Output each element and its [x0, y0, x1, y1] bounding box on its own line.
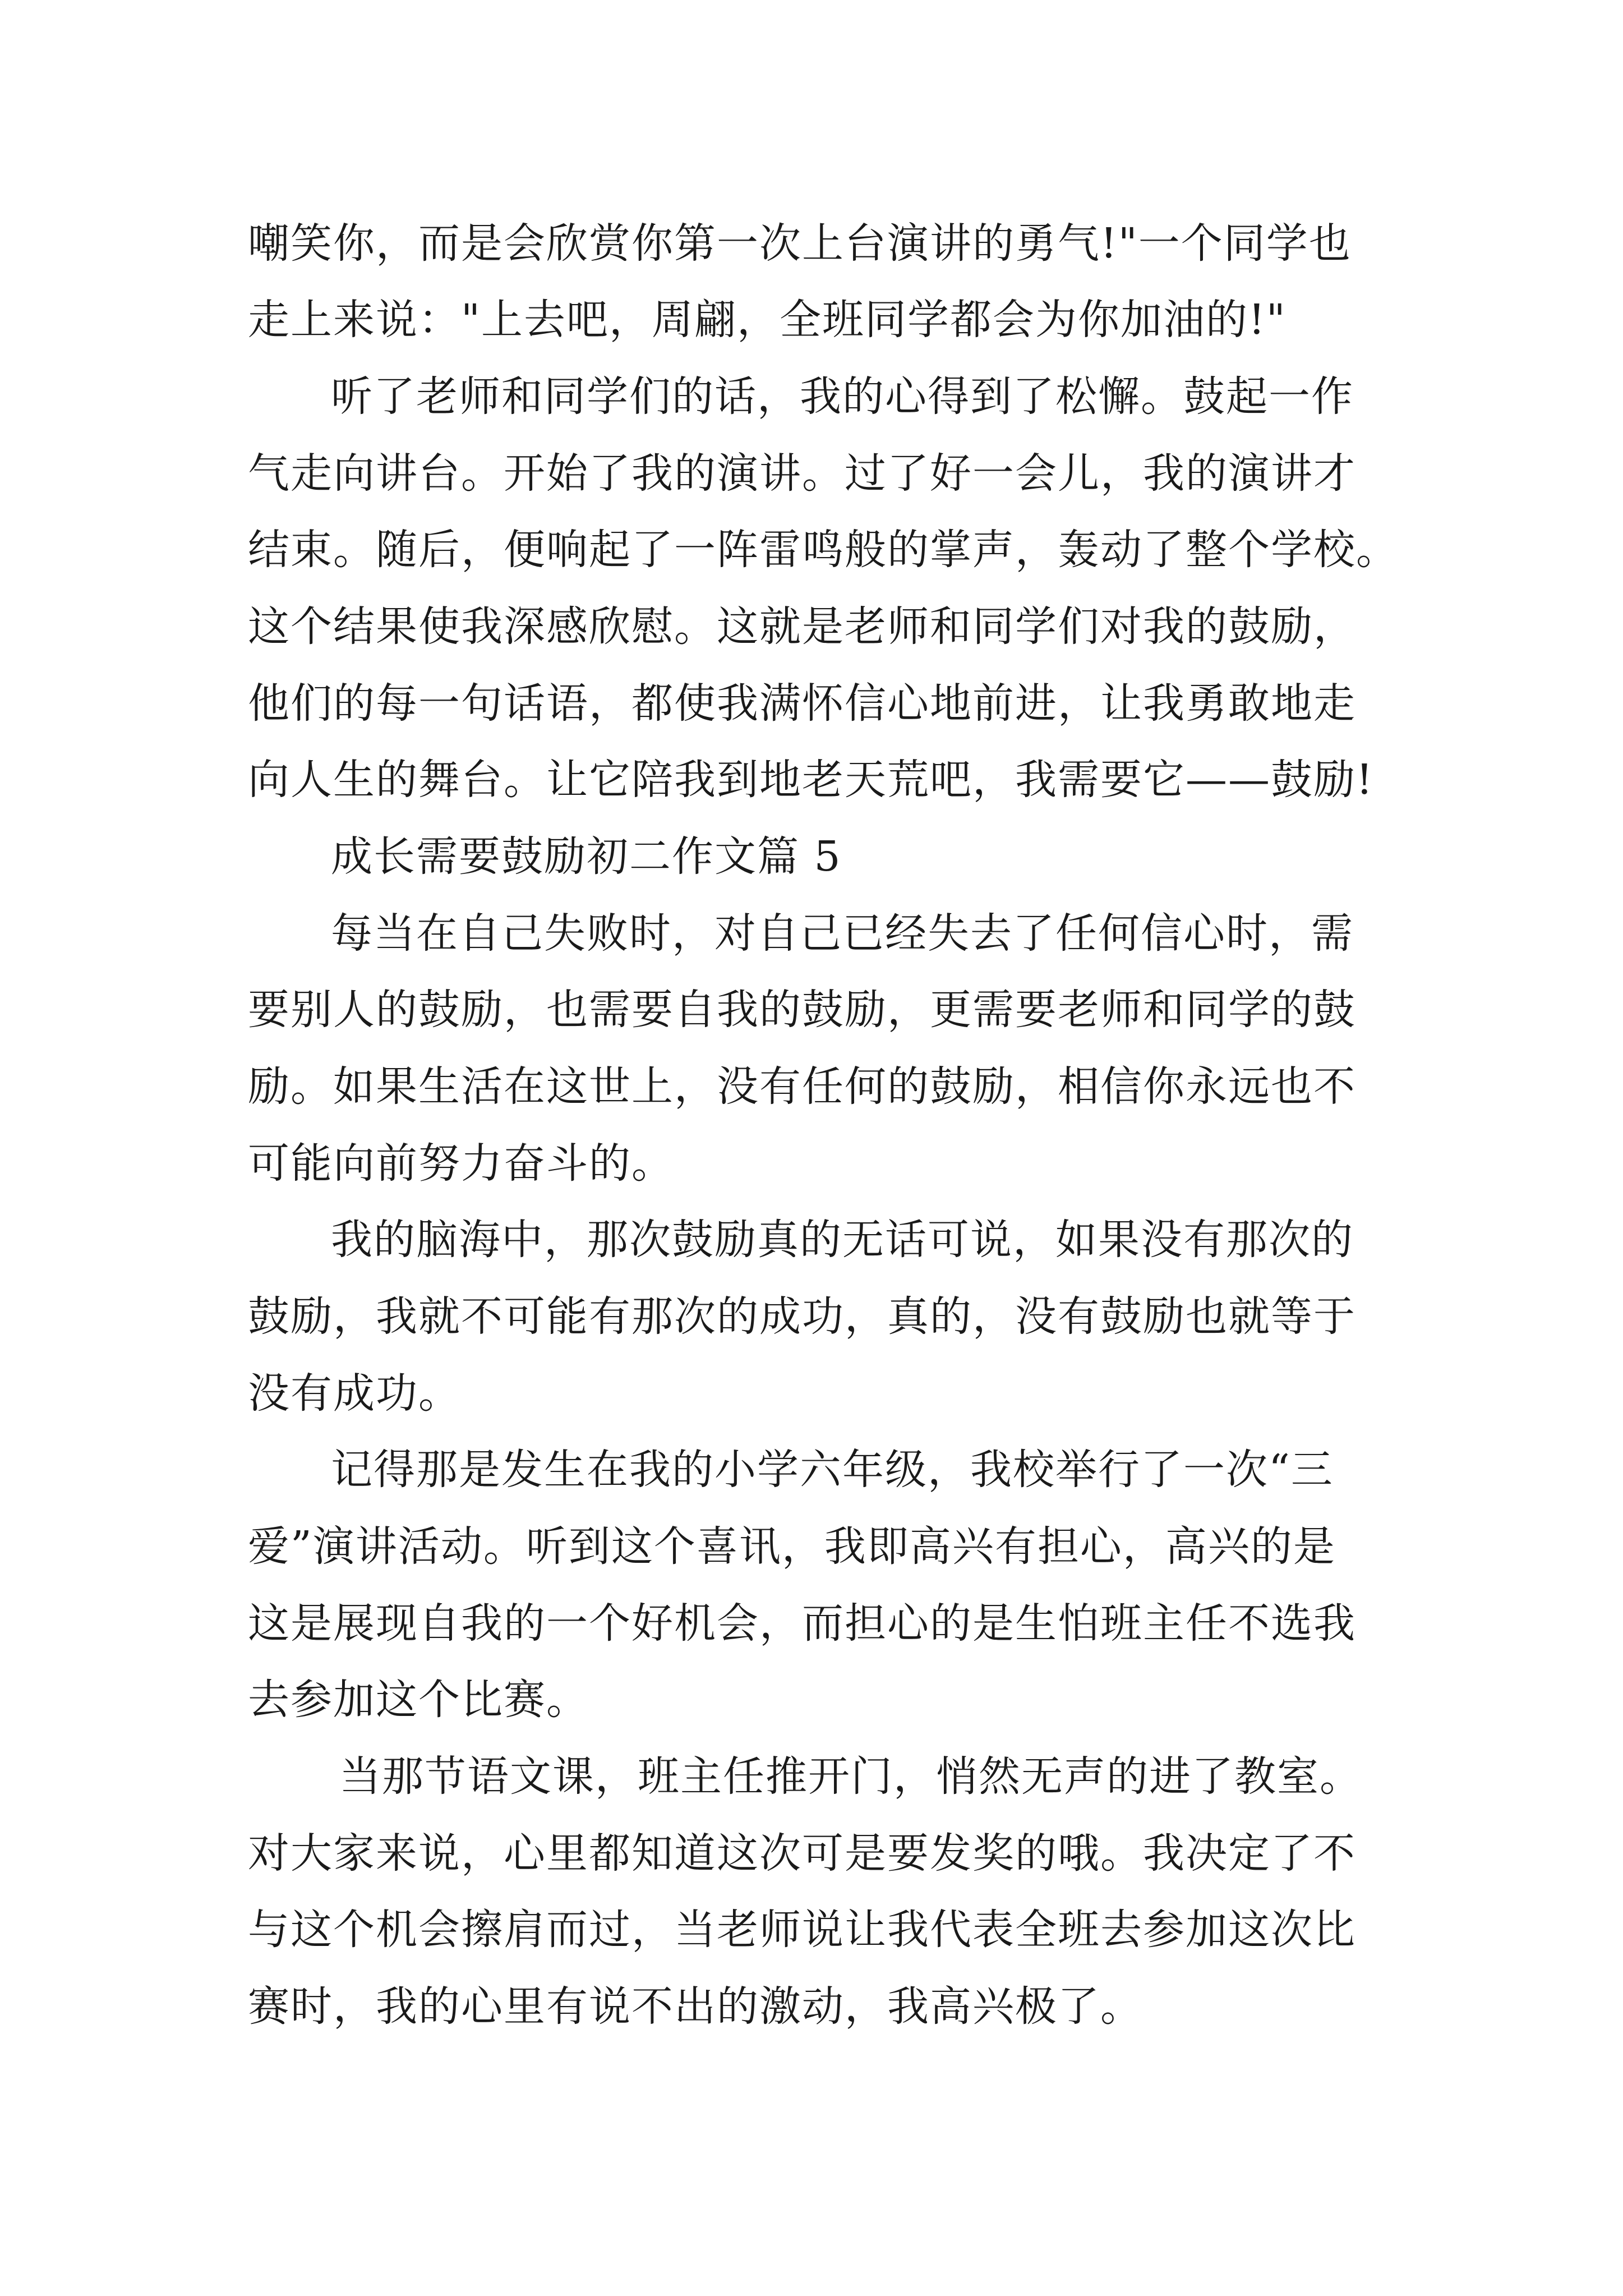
text-line: 每当在自己失败时，对自己已经失去了任何信心时，需 — [331, 909, 1354, 958]
text-line: 赛时，我的心里有说不出的激动，我高兴极了。 — [248, 1982, 1143, 2031]
text-line: 我的脑海中，那次鼓励真的无话可说，如果没有那次的 — [331, 1216, 1354, 1264]
text-line: 没有成功。 — [248, 1369, 461, 1418]
text-line: 当那节语文课，班主任推开门，悄然无声的进了教室。 — [339, 1752, 1362, 1801]
text-line: 嘲笑你，而是会欣赏你第一次上台演讲的勇气!"一个同学也 — [248, 219, 1352, 268]
text-line: 结束。随后，便响起了一阵雷鸣般的掌声，轰动了整个学校。 — [248, 526, 1399, 574]
text-line: 爱”演讲活动。听到这个喜讯，我即高兴有担心，高兴的是 — [248, 1522, 1336, 1571]
text-line: 记得那是发生在我的小学六年级，我校举行了一次“三 — [331, 1446, 1334, 1494]
text-line: 要别人的鼓励，也需要自我的鼓励，更需要老师和同学的鼓 — [248, 986, 1356, 1034]
text-line: 去参加这个比赛。 — [248, 1676, 589, 1724]
text-line: 气走向讲台。开始了我的演讲。过了好一会儿，我的演讲才 — [248, 449, 1356, 498]
text-line: 对大家来说，心里都知道这次可是要发奖的哦。我决定了不 — [248, 1829, 1356, 1878]
text-line: 与这个机会擦肩而过，当老师说让我代表全班去参加这次比 — [248, 1906, 1356, 1954]
text-line: 励。如果生活在这世上，没有任何的鼓励，相信你永远也不 — [248, 1062, 1356, 1111]
section-heading: 成长需要鼓励初二作文篇 5 — [331, 832, 842, 881]
text-line: 听了老师和同学们的话，我的心得到了松懈。鼓起一作 — [331, 372, 1354, 421]
text-line: 鼓励，我就不可能有那次的成功，真的，没有鼓励也就等于 — [248, 1292, 1356, 1341]
text-line: 他们的每一句话语，都使我满怀信心地前进，让我勇敢地走 — [248, 679, 1356, 728]
text-line: 这是展现自我的一个好机会，而担心的是生怕班主任不选我 — [248, 1599, 1356, 1648]
text-line: 这个结果使我深感欣慰。这就是老师和同学们对我的鼓励， — [248, 602, 1356, 651]
text-line: 向人生的舞台。让它陪我到地老天荒吧，我需要它——鼓励! — [248, 756, 1374, 804]
text-line: 走上来说："上去吧，周翩，全班同学都会为你加油的!" — [248, 296, 1287, 344]
text-line: 可能向前努力奋斗的。 — [248, 1139, 674, 1188]
